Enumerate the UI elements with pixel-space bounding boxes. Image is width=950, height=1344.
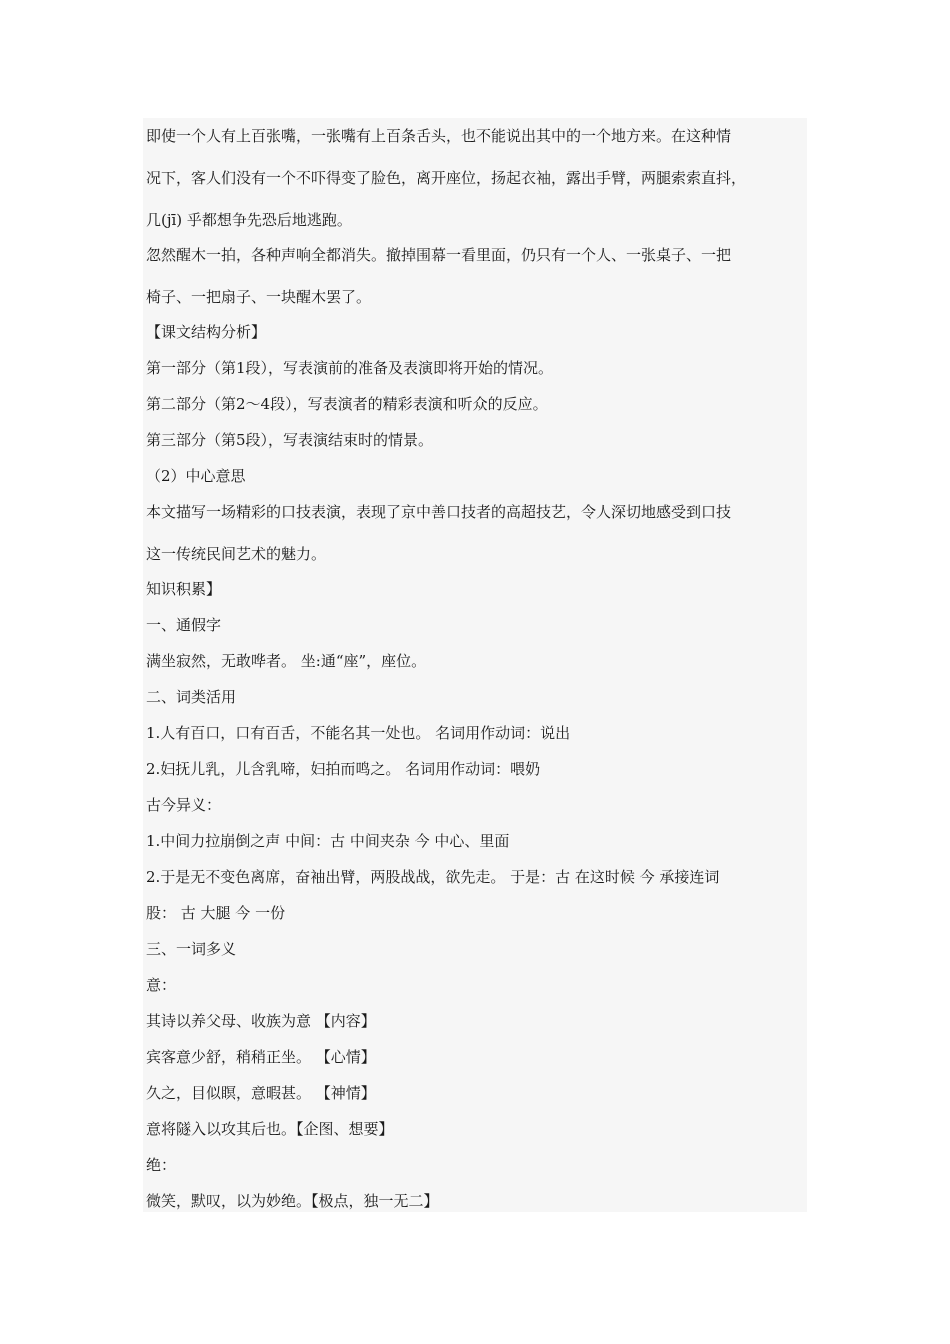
text-line: 本文描写一场精彩的口技表演，表现了京中善口技者的高超技艺，令人深切地感受到口技 — [146, 503, 732, 521]
section-heading: 三、一词多义 — [146, 940, 237, 958]
text-line: 第一部分（第1段），写表演前的准备及表演即将开始的情况。 — [146, 359, 554, 377]
text-line: 微笑，默叹，以为妙绝。【极点，独一无二】 — [146, 1192, 439, 1210]
text-line: 宾客意少舒，稍稍正坐。 【心情】 — [146, 1048, 376, 1066]
text-line: 久之，目似瞑，意暇甚。 【神情】 — [146, 1084, 376, 1102]
text-line: 即使一个人有上百张嘴，一张嘴有上百条舌头，也不能说出其中的一个地方来。在这种情 — [146, 127, 732, 145]
text-line: 1.中间力拉崩倒之声 中间：古 中间夹杂 今 中心、里面 — [146, 832, 510, 850]
text-line: 绝： — [146, 1156, 177, 1174]
text-line: 几(jī) 乎都想争先恐后地逃跑。 — [146, 211, 352, 229]
text-line: 1.人有百口，口有百舌，不能名其一处也。 名词用作动词：说出 — [146, 724, 571, 742]
text-line: 第三部分（第5段），写表演结束时的情景。 — [146, 431, 434, 449]
text-line: 股： 古 大腿 今 一份 — [146, 904, 286, 922]
text-line: 第二部分（第2～4段），写表演者的精彩表演和听众的反应。 — [146, 395, 548, 413]
text-line: 意将隧入以攻其后也。【企图、想要】 — [146, 1120, 394, 1138]
section-heading: 一、通假字 — [146, 616, 222, 634]
section-heading: （2）中心意思 — [146, 467, 246, 485]
section-heading: 知识积累】 — [146, 580, 222, 598]
text-line: 意： — [146, 976, 177, 994]
text-line: 2.妇抚儿乳，儿含乳啼，妇拍而鸣之。 名词用作动词：喂奶 — [146, 760, 541, 778]
text-line: 忽然醒木一拍，各种声响全都消失。撤掉围幕一看里面，仍只有一个人、一张桌子、一把 — [146, 246, 732, 264]
text-line: 椅子、一把扇子、一块醒木罢了。 — [146, 288, 372, 306]
section-heading: 二、词类活用 — [146, 688, 237, 706]
text-line: 2.于是无不变色离席，奋袖出臂，两股战战，欲先走。 于是：古 在这时候 今 承接连词 — [146, 868, 720, 886]
text-line: 其诗以养父母、收族为意 【内容】 — [146, 1012, 376, 1030]
section-heading: 古今异义： — [146, 796, 222, 814]
section-heading: 【课文结构分析】 — [146, 323, 267, 341]
text-line: 满坐寂然，无敢哗者。 坐:通“座”，座位。 — [146, 652, 427, 670]
text-line: 况下，客人们没有一个不吓得变了脸色，离开座位，扬起衣袖，露出手臂，两腿索索直抖， — [146, 169, 747, 187]
text-line: 这一传统民间艺术的魅力。 — [146, 545, 327, 563]
document-body — [143, 118, 807, 1212]
